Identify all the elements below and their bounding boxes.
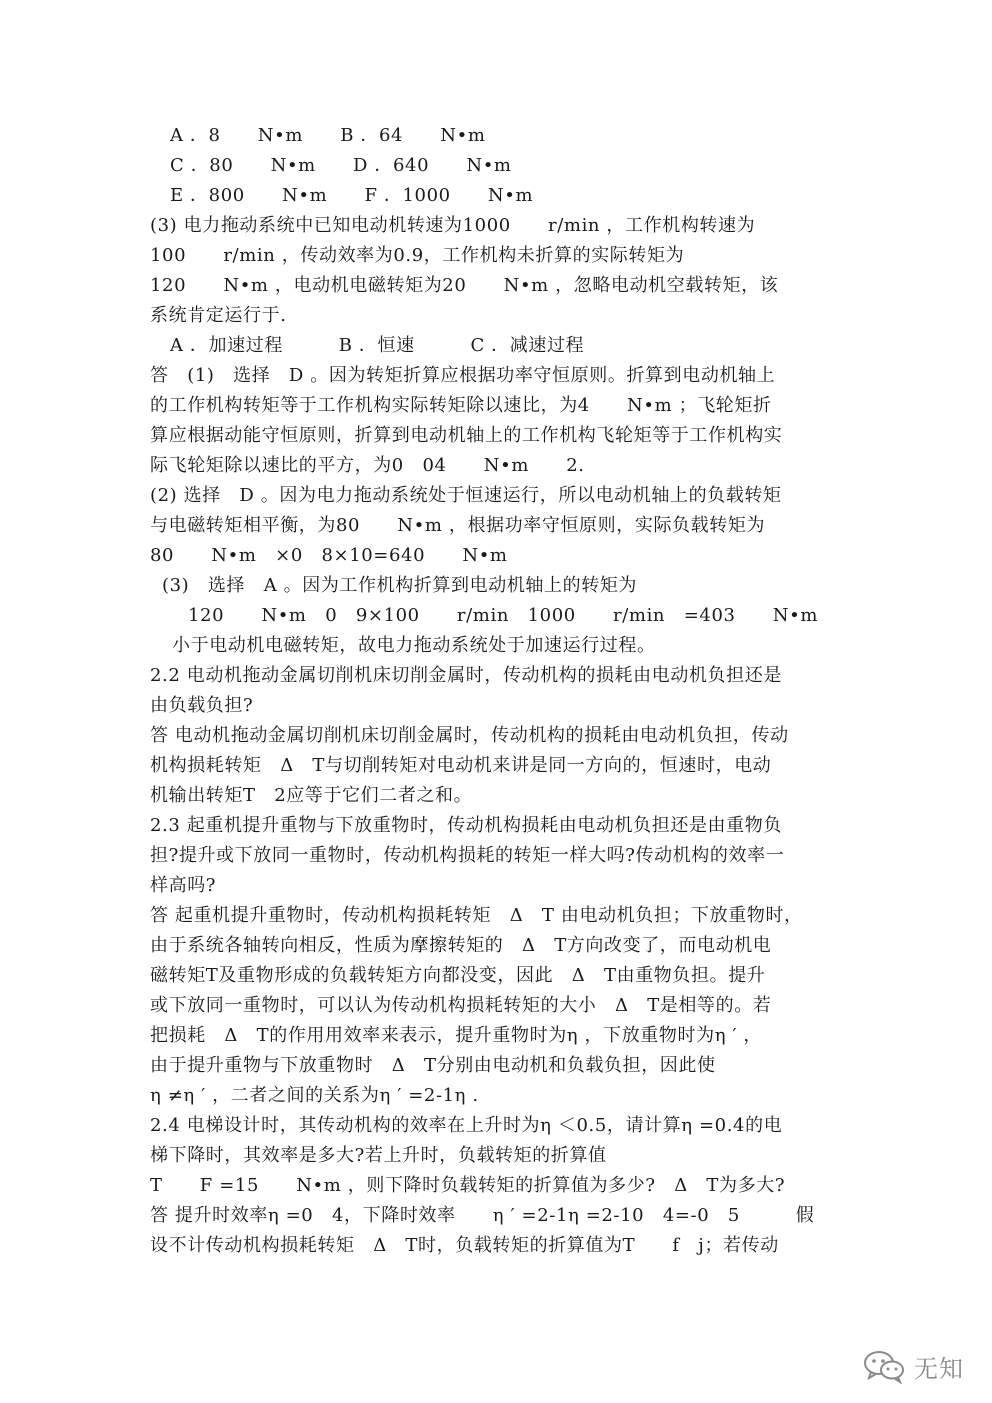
question-3-line-4: 系统肯定运行于. xyxy=(150,305,287,326)
question-2-3-line-2: 担?提升或下放同一重物时，传动机构损耗的转矩一样大吗?传动机构的效率一 xyxy=(150,845,785,866)
answer-2-3-line-2: 由于系统各轴转向相反，性质为摩擦转矩的 Δ T方向改变了，而电动机电 xyxy=(150,935,772,956)
answer-3-conclusion: 小于电动机电磁转矩，故电力拖动系统处于加速运行过程。 xyxy=(172,635,656,656)
watermark xyxy=(862,1348,964,1384)
answer-2-3-line-5: 把损耗 Δ T的作用用效率来表示，提升重物时为η ，下放重物时为η ′ ， xyxy=(150,1025,763,1046)
question-2-3-line-1: 2.3 起重机提升重物与下放重物时，传动机构损耗由电动机负担还是由重物负 xyxy=(150,815,782,836)
answer-2-3-line-7: η ≠η ′ ，二者之间的关系为η ′ =2-1η . xyxy=(150,1085,479,1106)
option-line-cd: C ．80 N•m D ．640 N•m xyxy=(170,155,512,176)
option-line-ef: E ．800 N•m F ．1000 N•m xyxy=(170,185,534,206)
question-2-4-line-1: 2.4 电梯设计时，其传动机构的效率在上升时为η ＜0.5，请计算η =0.4的电 xyxy=(150,1115,783,1136)
option-line-ab: A ．8 N•m B ．64 N•m xyxy=(170,125,486,146)
answer-2-4-line-2: 设不计传动机构损耗转矩 Δ T时，负载转矩的折算值为T f j；若传动 xyxy=(150,1235,779,1256)
answer-line-3: 算应根据动能守恒原则，折算到电动机轴上的工作机构飞轮矩等于工作机构实 xyxy=(150,425,783,446)
question-2-4-line-2: 梯下降时，其效率是多大?若上升时，负载转矩的折算值 xyxy=(150,1145,607,1166)
answer-2-line-3: 80 N•m ×0 8×10=640 N•m xyxy=(150,545,508,566)
question-2-2-line-1: 2.2 电动机拖动金属切削机床切削金属时，传动机构的损耗由电动机负担还是 xyxy=(150,665,782,686)
question-2-3-line-3: 样高吗? xyxy=(150,875,217,896)
watermark-text: 无知 xyxy=(914,1354,964,1383)
answer-2-2-line-1: 答 电动机拖动金属切削机床切削金属时，传动机构的损耗由电动机负担，传动 xyxy=(150,725,789,746)
answer-2-line-1: (2) 选择 D 。因为电力拖动系统处于恒速运行，所以电动机轴上的负载转矩 xyxy=(150,485,782,506)
question-2-2-line-2: 由负载负担? xyxy=(150,695,254,716)
question-3-options: A ．加速过程 B ．恒速 C ．减速过程 xyxy=(170,335,585,356)
answer-2-3-line-1: 答 起重机提升重物时，传动机构损耗转矩 Δ T 由电动机负担；下放重物时， xyxy=(150,905,803,926)
answer-2-3-line-3: 磁转矩T及重物形成的负载转矩方向都没变，因此 Δ T由重物负担。提升 xyxy=(150,965,766,986)
answer-line-4: 际飞轮矩除以速比的平方，为0 04 N•m 2. xyxy=(150,455,585,476)
question-3-line-1: (3) 电力拖动系统中已知电动机转速为1000 r/min ，工作机构转速为 xyxy=(150,215,756,236)
question-3-line-2: 100 r/min ，传动效率为0.9，工作机构未折算的实际转矩为 xyxy=(150,245,685,266)
answer-2-4-line-1: 答 提升时效率η =0 4，下降时效率 η ′ =2-1η =2-10 4=-0 5 假 xyxy=(150,1205,815,1226)
answer-2-line-2: 与电磁转矩相平衡，为80 N•m ，根据功率守恒原则，实际负载转矩为 xyxy=(150,515,766,536)
answer-2-2-line-3: 机输出转矩T 2应等于它们二者之和。 xyxy=(150,785,473,806)
question-3-line-3: 120 N•m ，电动机电磁转矩为20 N•m ，忽略电动机空载转矩，该 xyxy=(150,275,779,296)
answer-2-3-line-6: 由于提升重物与下放重物时 Δ T分别由电动机和负载负担，因此使 xyxy=(150,1055,716,1076)
answer-2-2-line-2: 机构损耗转矩 Δ T与切削转矩对电动机来讲是同一方向的，恒速时，电动 xyxy=(150,755,772,776)
answer-3-formula: 120 N•m 0 9×100 r/min 1000 r/min =403 N•m xyxy=(188,605,818,626)
answer-3-line-1: (3) 选择 A 。因为工作机构折算到电动机轴上的转矩为 xyxy=(162,575,638,596)
question-2-4-line-3: T F =15 N•m ，则下降时负载转矩的折算值为多少? Δ T为多大? xyxy=(150,1175,786,1196)
answer-line-2: 的工作机构转矩等于工作机构实际转矩除以速比，为4 N•m ；飞轮矩折 xyxy=(150,395,772,416)
wechat-icon xyxy=(862,1348,906,1384)
answer-line-1: 答 (1) 选择 D 。因为转矩折算应根据功率守恒原则。折算到电动机轴上 xyxy=(150,365,776,386)
answer-2-3-line-4: 或下放同一重物时，可以认为传动机构损耗转矩的大小 Δ T是相等的。若 xyxy=(150,995,772,1016)
